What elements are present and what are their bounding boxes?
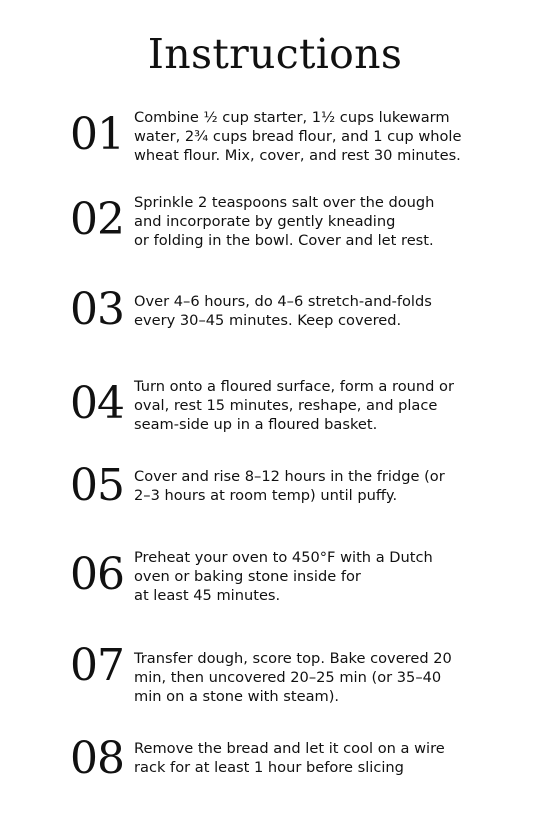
step-text: Over 4–6 hours, do 4–6 stretch-and-folds every 30–45 minutes. Keep covered. xyxy=(134,293,432,329)
step-text: Transfer dough, score top. Bake covered 20 min, then uncovered 20–25 min (or 35–40 min on a stone with steam). xyxy=(134,650,452,705)
step-number: 02 xyxy=(70,194,124,245)
step-text: Sprinkle 2 teaspoons salt over the dough and incorporate by gently kneading or folding in the bowl. Cover and let rest. xyxy=(134,194,435,249)
step-number: 08 xyxy=(70,733,124,784)
step-number: 01 xyxy=(70,109,124,160)
page-title: Instructions xyxy=(147,30,403,78)
step-number: 04 xyxy=(70,378,124,429)
step-text: Preheat your oven to 450°F with a Dutch oven or baking stone inside for at least 45 minutes. xyxy=(134,549,433,604)
step-text: Turn onto a floured surface, form a round or oval, rest 15 minutes, reshape, and place seam-side up in a floured basket. xyxy=(134,378,454,433)
step-text: Remove the bread and let it cool on a wire rack for at least 1 hour before slicing xyxy=(134,740,445,776)
step-text: Cover and rise 8–12 hours in the fridge (or 2–3 hours at room temp) until puffy. xyxy=(134,468,445,504)
step-text: Combine ½ cup starter, 1½ cups lukewarm water, 2¾ cups bread flour, and 1 cup whole wheat flour. Mix, cover, and rest 30 minutes. xyxy=(134,109,462,164)
step-number: 03 xyxy=(70,284,124,335)
step-number: 05 xyxy=(70,460,124,511)
step-number: 06 xyxy=(70,549,124,600)
step-number: 07 xyxy=(70,640,124,691)
